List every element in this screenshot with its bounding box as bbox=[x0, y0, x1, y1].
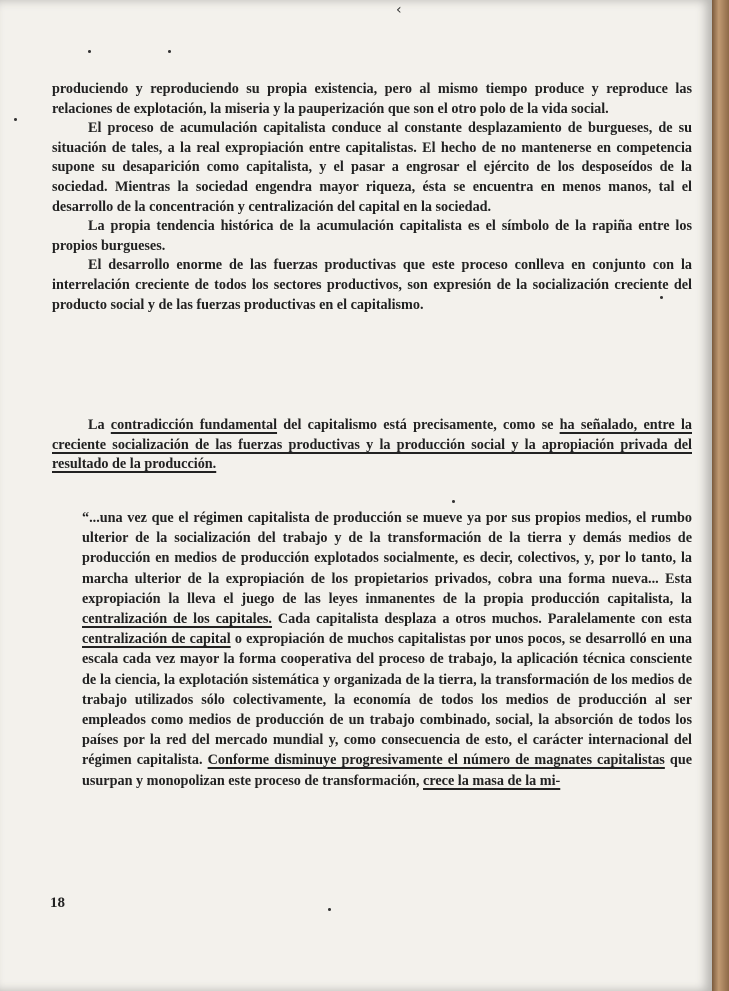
marx-quote bbox=[82, 508, 692, 791]
text-run: del capitalismo está precisamente, como se bbox=[277, 417, 560, 433]
underlined-text: centralización de los capitales. bbox=[82, 611, 272, 628]
underlined-text: ha señalado, entre la creciente socialización de las fuerzas productivas y la producción social y la apropiación privada del resultado de la producción. bbox=[52, 417, 692, 473]
text-run: que usurpan y monopolizan este proceso de transformación, bbox=[82, 752, 693, 789]
paragraph: El proceso de acumulación capitalista conduce al constante desplazamiento de burgueses, de su situación de tales, a la real expropiación entre capitalistas. El hecho de no mantenerse en competencia supone su desaparición como capitalista, y el pasar a engrosar el ejército de los desposeídos de la sociedad. Mientras la sociedad engendra mayor riqueza, ésta se encuentra en menos manos, tal el desarrollo de la concentración y centralización del capital en la sociedad. bbox=[52, 120, 692, 215]
body-text bbox=[52, 80, 692, 315]
contradiction-paragraph bbox=[52, 416, 692, 475]
paragraph: produciendo y reproduciendo su propia existencia, pero al mismo tiempo produce y reproduce las relaciones de explotación, la miseria y la pauperización que son el otro polo de la vida social. bbox=[52, 81, 692, 117]
ink-speck bbox=[452, 500, 455, 503]
underlined-text: contradicción fundamental bbox=[110, 417, 278, 433]
underlined-text: crece la masa de la mi- bbox=[423, 772, 561, 789]
ink-speck bbox=[328, 908, 331, 911]
top-mark: ‹ bbox=[396, 2, 402, 18]
paragraph: La propia tendencia histórica de la acumulación capitalista es el símbolo de la rapiña entre los propios burgueses. bbox=[52, 218, 692, 254]
book-page-edge bbox=[712, 0, 729, 991]
underlined-text: centralización de capital bbox=[82, 631, 231, 648]
ink-speck bbox=[88, 50, 91, 53]
paragraph: El desarrollo enorme de las fuerzas productivas que este proceso conlleva en conjunto con la interrelación creciente de todos los sectores productivos, son expresión de la socialización creciente del producto social y de las fuerzas productivas en el capitalismo. bbox=[52, 257, 692, 313]
ink-speck bbox=[168, 50, 171, 53]
text-run: “...una vez que el régimen capitalista de producción se mueve ya por sus propios medios, el rumbo ulterior de la socialización del trabajo y de la transformación de la tierra y demás medios de producción en medios de producción explotados socialmente, es decir, colectivos, y, por lo tanto, la marcha ulterior de la expropiación de los propietarios privados, cobra una forma nueva... Esta expropiación la lleva el juego de las leyes inmanentes de la propia producción capitalista, la bbox=[82, 510, 692, 607]
ink-speck bbox=[14, 118, 17, 121]
underlined-text: Conforme disminuye progresivamente el número de magnates capitalistas bbox=[207, 752, 665, 769]
text-run: o expropiación de muchos capitalistas por unos pocos, se desarrolló en una escala cada vez mayor la forma cooperativa del proceso de trabajo, la aplicación técnica consciente de la ciencia, la explotación sistemática y organizada de la tierra, la transformación de los medios de trabajo utilizados sólo colectivamente, la economía de todos los medios de producción al ser empleados como medios de producción de un trabajo combinado, social, la absorción de todos los países por la red del mercado mundial y, como consecuencia de esto, el carácter internacional del régimen capitalista. bbox=[82, 631, 692, 769]
text-run: La bbox=[88, 417, 111, 433]
page-number: 18 bbox=[50, 895, 65, 911]
text-run: Cada capitalista desplaza a otros muchos. Paralelamente con esta bbox=[271, 611, 692, 628]
